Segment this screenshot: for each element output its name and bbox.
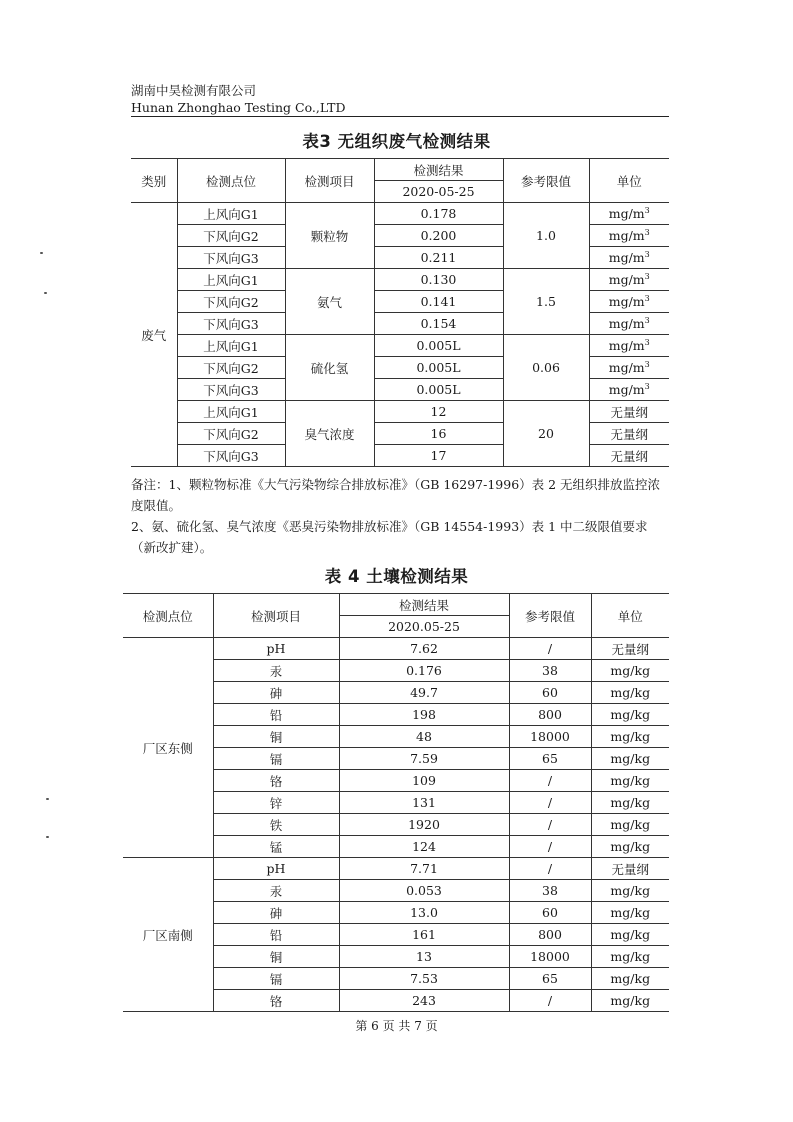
header-unit: 单位	[591, 594, 669, 638]
value-cell: 17	[374, 445, 503, 467]
limit-cell: 1.5	[503, 269, 589, 335]
item-cell: 锌	[213, 792, 339, 814]
unit-superscript: 3	[644, 359, 650, 369]
value-cell: 109	[339, 770, 509, 792]
unit-cell: mg/kg	[591, 726, 669, 748]
table-row	[123, 858, 669, 880]
unit-superscript: 3	[644, 337, 650, 347]
limit-cell: /	[509, 990, 591, 1012]
limit-cell: /	[509, 836, 591, 858]
unit-text: mg/m	[608, 294, 645, 310]
unit-cell: mg/kg	[591, 682, 669, 704]
item-cell: 砷	[213, 902, 339, 924]
value-cell: 49.7	[339, 682, 509, 704]
unit-cell	[589, 247, 669, 269]
header-rule	[131, 116, 669, 117]
unit-superscript: 3	[644, 381, 650, 391]
point-cell: 上风向G1	[177, 401, 285, 423]
unit-cell	[589, 379, 669, 401]
unit-cell	[589, 269, 669, 291]
company-name-en: Hunan Zhonghao Testing Co.,LTD	[131, 100, 346, 115]
point-cell: 下风向G3	[177, 247, 285, 269]
unit-text: mg/m	[608, 206, 645, 222]
header-item: 检测项目	[285, 159, 374, 203]
value-cell: 7.53	[339, 968, 509, 990]
point-cell: 下风向G2	[177, 291, 285, 313]
header-point: 检测点位	[123, 594, 213, 638]
category-cell: 废气	[131, 203, 177, 467]
exhaust-gas-table	[131, 158, 669, 467]
item-cell: 铬	[213, 770, 339, 792]
item-cell: 颗粒物	[285, 203, 374, 269]
unit-cell: mg/kg	[591, 814, 669, 836]
value-cell: 0.053	[339, 880, 509, 902]
table4-title: 表 4 土壤检测结果	[324, 567, 469, 586]
item-cell: 砷	[213, 682, 339, 704]
unit-superscript: 3	[644, 315, 650, 325]
limit-cell: 60	[509, 682, 591, 704]
item-cell: 铁	[213, 814, 339, 836]
table-row	[131, 401, 669, 423]
unit-text: 无量纲	[610, 426, 648, 442]
limit-cell: 38	[509, 880, 591, 902]
table-row	[131, 247, 669, 269]
unit-cell: mg/kg	[591, 792, 669, 814]
unit-cell: 无量纲	[591, 638, 669, 660]
limit-cell: /	[509, 858, 591, 880]
point-cell: 上风向G1	[177, 269, 285, 291]
table-row	[131, 357, 669, 379]
value-cell: 0.176	[339, 660, 509, 682]
unit-cell	[589, 203, 669, 225]
unit-cell	[589, 423, 669, 445]
header-unit: 单位	[589, 159, 669, 203]
header-limit: 参考限值	[509, 594, 591, 638]
point-cell: 厂区南侧	[123, 858, 213, 1012]
table-row	[131, 203, 669, 225]
value-cell: 13	[339, 946, 509, 968]
value-cell: 198	[339, 704, 509, 726]
notes	[131, 474, 661, 558]
scan-mark	[46, 798, 49, 800]
limit-cell: 20	[503, 401, 589, 467]
item-cell: 硫化氢	[285, 335, 374, 401]
point-cell: 上风向G1	[177, 335, 285, 357]
value-cell: 7.62	[339, 638, 509, 660]
value-cell: 0.130	[374, 269, 503, 291]
point-cell: 下风向G2	[177, 225, 285, 247]
header-category: 类别	[131, 159, 177, 203]
note-1: 备注：1、颗粒物标准《大气污染物综合排放标准》（GB 16297-1996）表 2 无组织排放监控浓度限值。	[131, 477, 661, 513]
item-cell: pH	[213, 858, 339, 880]
item-cell: 臭气浓度	[285, 401, 374, 467]
header-date: 2020.05-25	[339, 616, 509, 638]
unit-cell: mg/kg	[591, 704, 669, 726]
page-header	[131, 82, 669, 116]
unit-text: mg/m	[608, 360, 645, 376]
company-name-cn: 湖南中昊检测有限公司	[131, 83, 257, 98]
limit-cell: 0.06	[503, 335, 589, 401]
unit-text: mg/m	[608, 316, 645, 332]
header-result: 检测结果	[339, 594, 509, 616]
note-2: 2、氨、硫化氢、臭气浓度《恶臭污染物排放标准》（GB 14554-1993）表 1 中二级限值要求（新改扩建）。	[131, 519, 648, 555]
value-cell: 0.154	[374, 313, 503, 335]
unit-cell	[589, 225, 669, 247]
unit-cell: mg/kg	[591, 748, 669, 770]
table-row	[131, 291, 669, 313]
unit-text: mg/m	[608, 382, 645, 398]
unit-superscript: 3	[644, 293, 650, 303]
limit-cell: 65	[509, 748, 591, 770]
point-cell: 厂区东侧	[123, 638, 213, 858]
item-cell: 镉	[213, 748, 339, 770]
table-row	[131, 379, 669, 401]
table-row	[131, 445, 669, 467]
point-cell: 下风向G3	[177, 445, 285, 467]
unit-cell: mg/kg	[591, 924, 669, 946]
scan-mark	[46, 836, 49, 838]
value-cell: 161	[339, 924, 509, 946]
header-point: 检测点位	[177, 159, 285, 203]
limit-cell: 65	[509, 968, 591, 990]
item-cell: 铜	[213, 946, 339, 968]
limit-cell: /	[509, 638, 591, 660]
unit-superscript: 3	[644, 249, 650, 259]
value-cell: 7.59	[339, 748, 509, 770]
limit-cell: 60	[509, 902, 591, 924]
soil-table	[123, 593, 669, 1012]
unit-cell: mg/kg	[591, 836, 669, 858]
scan-mark	[40, 252, 43, 254]
item-cell: 铬	[213, 990, 339, 1012]
unit-cell: mg/kg	[591, 660, 669, 682]
point-cell: 下风向G3	[177, 379, 285, 401]
unit-cell	[589, 335, 669, 357]
limit-cell: 18000	[509, 726, 591, 748]
header-item: 检测项目	[213, 594, 339, 638]
unit-cell: mg/kg	[591, 880, 669, 902]
table-row	[131, 269, 669, 291]
point-cell: 下风向G3	[177, 313, 285, 335]
item-cell: 铅	[213, 924, 339, 946]
item-cell: 汞	[213, 880, 339, 902]
unit-text: 无量纲	[610, 448, 648, 464]
unit-cell: 无量纲	[591, 858, 669, 880]
value-cell: 48	[339, 726, 509, 748]
unit-text: 无量纲	[610, 404, 648, 420]
value-cell: 0.178	[374, 203, 503, 225]
unit-cell: mg/kg	[591, 902, 669, 924]
unit-cell: mg/kg	[591, 946, 669, 968]
unit-cell: mg/kg	[591, 770, 669, 792]
unit-cell	[589, 291, 669, 313]
point-cell: 上风向G1	[177, 203, 285, 225]
limit-cell: /	[509, 814, 591, 836]
table-row	[123, 638, 669, 660]
unit-superscript: 3	[644, 227, 650, 237]
item-cell: 氨气	[285, 269, 374, 335]
value-cell: 0.005L	[374, 379, 503, 401]
item-cell: 铜	[213, 726, 339, 748]
table-row	[131, 225, 669, 247]
value-cell: 7.71	[339, 858, 509, 880]
unit-cell	[589, 445, 669, 467]
item-cell: 铅	[213, 704, 339, 726]
limit-cell: 800	[509, 924, 591, 946]
item-cell: 镉	[213, 968, 339, 990]
limit-cell: 18000	[509, 946, 591, 968]
unit-text: mg/m	[608, 272, 645, 288]
limit-cell: 1.0	[503, 203, 589, 269]
limit-cell: /	[509, 792, 591, 814]
unit-cell	[589, 401, 669, 423]
value-cell: 1920	[339, 814, 509, 836]
header-date: 2020-05-25	[374, 181, 503, 203]
table-row	[131, 335, 669, 357]
unit-cell	[589, 357, 669, 379]
page-number: 第 6 页 共 7 页	[355, 1019, 438, 1033]
item-cell: pH	[213, 638, 339, 660]
table-row	[131, 423, 669, 445]
item-cell: 锰	[213, 836, 339, 858]
value-cell: 0.005L	[374, 335, 503, 357]
unit-superscript: 3	[644, 205, 650, 215]
table-row	[131, 313, 669, 335]
value-cell: 0.211	[374, 247, 503, 269]
unit-cell	[589, 313, 669, 335]
unit-text: mg/m	[608, 250, 645, 266]
unit-text: mg/m	[608, 228, 645, 244]
value-cell: 12	[374, 401, 503, 423]
limit-cell: 800	[509, 704, 591, 726]
limit-cell: /	[509, 770, 591, 792]
value-cell: 124	[339, 836, 509, 858]
value-cell: 0.141	[374, 291, 503, 313]
value-cell: 0.200	[374, 225, 503, 247]
unit-cell: mg/kg	[591, 990, 669, 1012]
unit-text: mg/m	[608, 338, 645, 354]
header-limit: 参考限值	[503, 159, 589, 203]
point-cell: 下风向G2	[177, 357, 285, 379]
value-cell: 0.005L	[374, 357, 503, 379]
scan-mark	[44, 292, 47, 294]
item-cell: 汞	[213, 660, 339, 682]
point-cell: 下风向G2	[177, 423, 285, 445]
value-cell: 16	[374, 423, 503, 445]
value-cell: 243	[339, 990, 509, 1012]
unit-superscript: 3	[644, 271, 650, 281]
value-cell: 13.0	[339, 902, 509, 924]
value-cell: 131	[339, 792, 509, 814]
limit-cell: 38	[509, 660, 591, 682]
unit-cell: mg/kg	[591, 968, 669, 990]
table3-title: 表3 无组织废气检测结果	[302, 132, 491, 151]
header-result: 检测结果	[374, 159, 503, 181]
